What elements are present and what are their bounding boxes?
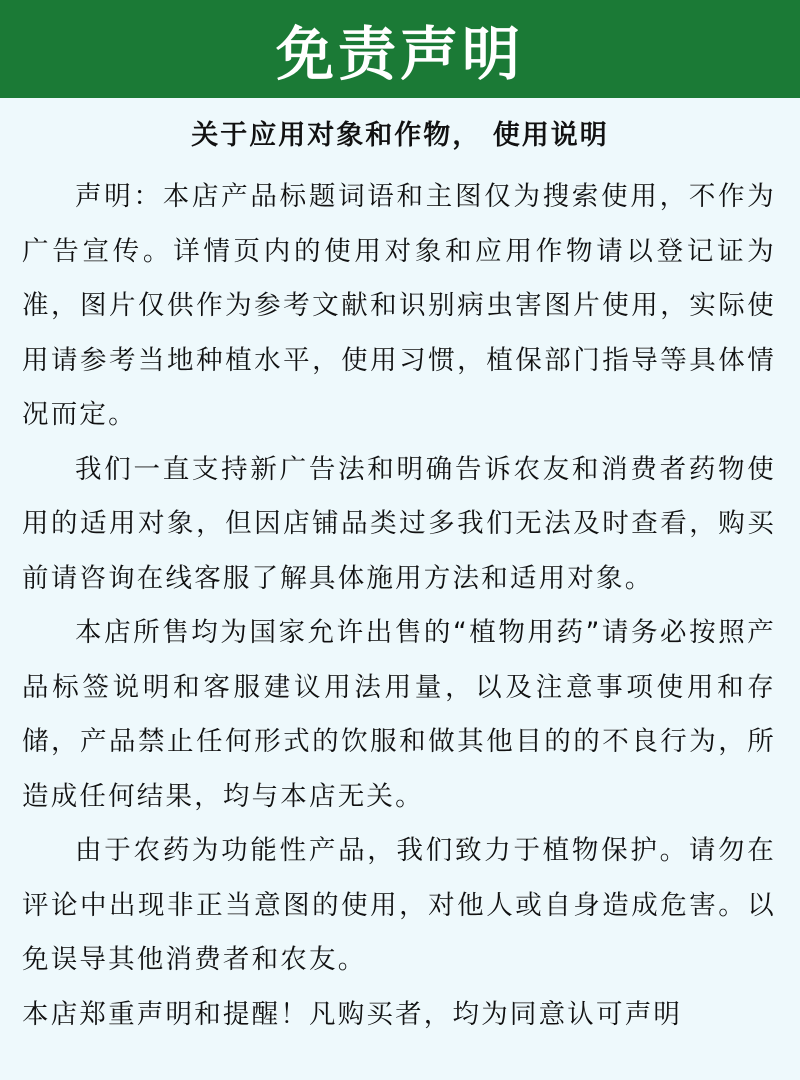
paragraph-reviews: 由于农药为功能性产品，我们致力于植物保护。请勿在评论中出现非正当意图的使用，对他人或自身造成危害。以免误导其他消费者和农友。 — [22, 835, 776, 975]
disclaimer-body — [0, 170, 800, 1042]
title-banner — [0, 0, 800, 98]
closing-statement: 本店郑重声明和提醒！凡购买者，均为同意认可声明 — [22, 998, 683, 1030]
paragraph-usage-safety: 本店所售均为国家允许出售的“植物用药”请务必按照产品标签说明和客服建议用法用量，以及注意事项使用和存储，产品禁止任何形式的饮服和做其他目的的不良行为，所造成任何结果，均与本店无关。 — [22, 617, 776, 812]
subtitle: 关于应用对象和作物， 使用说明 — [191, 120, 609, 151]
page-title: 免责声明 — [275, 20, 524, 88]
paragraph-statement: 声明：本店产品标题词语和主图仅为搜索使用，不作为广告宣传。详情页内的使用对象和应用作物请以登记证为准，图片仅供作为参考文献和识别病虫害图片使用，实际使用请参考当地种植水平，使用习惯，植保部门指导等具体情况而定。 — [22, 181, 776, 430]
paragraph-advertising-law: 我们一直支持新广告法和明确告诉农友和消费者药物使用的适用对象，但因店铺品类过多我们无法及时查看，购买前请咨询在线客服了解具体施用方法和适用对象。 — [22, 453, 776, 594]
